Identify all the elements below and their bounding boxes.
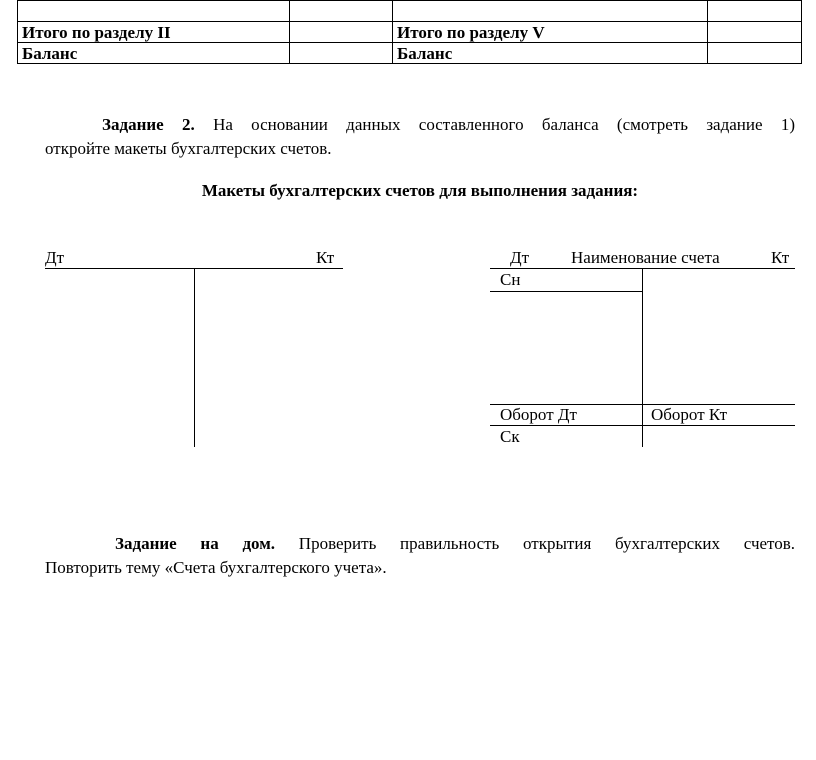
homework-label: Задание на дом.: [115, 534, 276, 553]
table-row: [18, 22, 802, 43]
table-cell: [708, 1, 802, 22]
balance-label-left: Баланс: [18, 43, 290, 64]
task2-text-line1: На основании данных составленного баланса (смотреть задание 1): [213, 115, 795, 134]
table-cell: [18, 1, 290, 22]
balance-table: [17, 0, 802, 64]
task2-label: Задание 2.: [102, 115, 195, 134]
closing-balance-label: Ск: [500, 427, 520, 446]
table-cell: [290, 1, 393, 22]
section-v-total-label: Итого по разделу V: [393, 22, 708, 43]
task2-paragraph: [45, 113, 795, 161]
table-row: [18, 43, 802, 64]
turnover-debit-label: Оборот Дт: [500, 405, 577, 424]
t-account-simple-divider: [194, 268, 195, 447]
table-cell: [393, 1, 708, 22]
table-cell: [708, 43, 802, 64]
section-ii-total-label: Итого по разделу II: [18, 22, 290, 43]
t-account-full-debit: Дт: [510, 248, 530, 267]
t-account-full-name: Наименование счета: [571, 248, 720, 267]
homework-text-line2: Повторить тему «Счета бухгалтерского учета».: [45, 558, 387, 577]
homework-text-line1: Проверить правильность открытия бухгалтерских счетов.: [298, 534, 796, 553]
table-cell: [290, 22, 393, 43]
opening-balance-label: Сн: [500, 270, 521, 289]
balance-label-right: Баланс: [393, 43, 708, 64]
mockups-title: Макеты бухгалтерских счетов для выполнения задания:: [201, 181, 639, 200]
table-cell: [290, 43, 393, 64]
t-account-full-credit: Кт: [771, 248, 790, 267]
opening-balance-line: [490, 291, 642, 292]
t-account-simple-credit: Кт: [316, 248, 335, 267]
turnover-credit-label: Оборот Кт: [651, 405, 728, 424]
task2-text-line2: откройте макеты бухгалтерских счетов.: [45, 139, 332, 158]
t-account-simple-debit: Дт: [45, 248, 65, 267]
table-row: [18, 1, 802, 22]
t-account-full-divider: [642, 268, 643, 447]
homework-paragraph: [45, 532, 795, 580]
table-cell: [708, 22, 802, 43]
turnover-bottom-line: [490, 425, 795, 426]
